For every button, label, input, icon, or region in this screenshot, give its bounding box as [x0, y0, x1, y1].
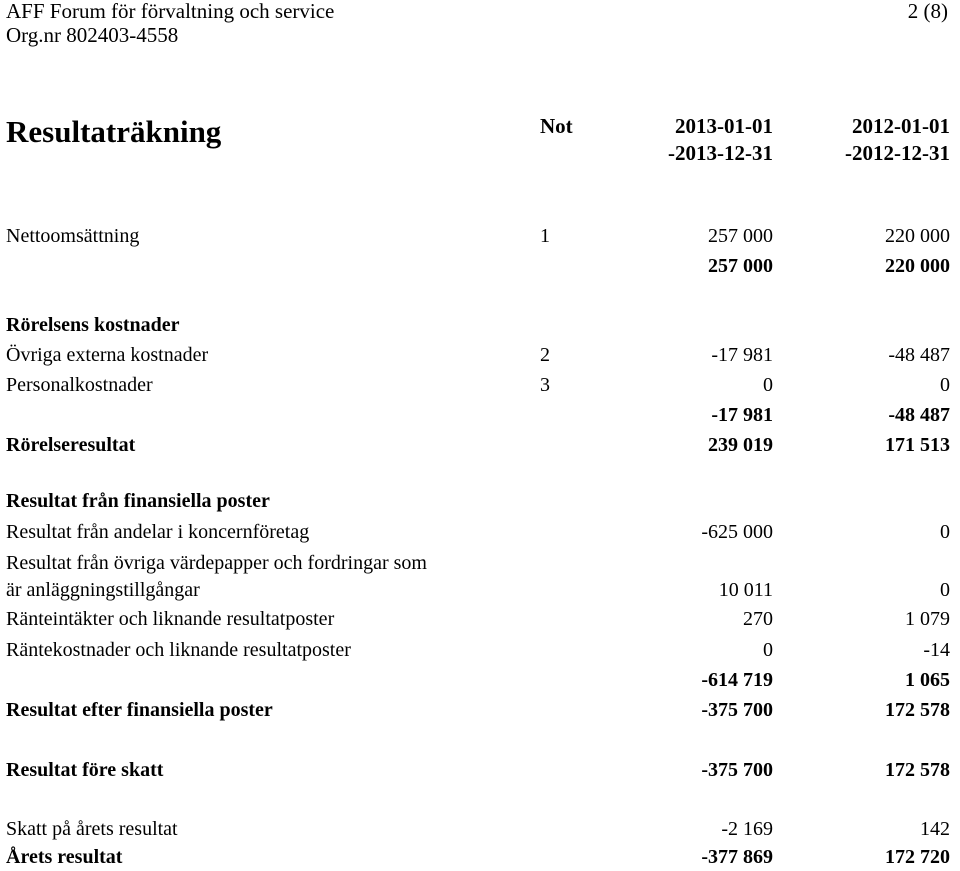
- table-row: [0, 756, 960, 784]
- page-number: 2 (8): [907, 0, 948, 23]
- table-row: [0, 252, 960, 280]
- row-label: Övriga externa kostnader: [6, 344, 209, 366]
- table-row: [0, 311, 960, 339]
- row-value-2013: -375 700: [701, 759, 773, 781]
- row-note: 1: [540, 225, 550, 247]
- row-value-2013: 257 000: [708, 225, 773, 247]
- row-value-2012: 220 000: [885, 225, 950, 247]
- column-header-not: Not: [540, 114, 573, 138]
- column-header-2012-start: 2012-01-01: [852, 114, 950, 138]
- column-header-2012-end: -2012-12-31: [845, 141, 950, 165]
- row-value-2013: 257 000: [708, 255, 773, 277]
- row-value-2013: 239 019: [708, 434, 773, 456]
- row-value-2013: -377 869: [701, 846, 773, 868]
- row-value-2012: -48 487: [888, 404, 950, 426]
- row-value-2012: 1 065: [905, 669, 950, 691]
- row-value-2012: 172 720: [885, 846, 950, 868]
- row-label: Rörelseresultat: [6, 434, 136, 456]
- row-value-2012: 142: [920, 818, 950, 840]
- row-value-2012: 172 578: [885, 759, 950, 781]
- row-note: 2: [540, 344, 550, 366]
- row-label: Resultat före skatt: [6, 759, 164, 781]
- row-value-2013: -614 719: [701, 669, 773, 691]
- table-row: [0, 666, 960, 694]
- page-title: Resultaträkning: [6, 114, 222, 149]
- row-label: Årets resultat: [6, 846, 123, 868]
- row-value-2013: -625 000: [701, 521, 773, 543]
- row-label: Räntekostnader och liknande resultatposter: [6, 639, 351, 661]
- row-label: Personalkostnader: [6, 374, 153, 396]
- row-value-2013: 0: [763, 639, 773, 661]
- org-number: Org.nr 802403-4558: [6, 23, 179, 47]
- row-label: Skatt på årets resultat: [6, 818, 178, 840]
- row-value-2013: 270: [743, 608, 773, 630]
- table-row: [0, 401, 960, 429]
- row-label: Ränteintäkter och liknande resultatposter: [6, 608, 335, 630]
- row-label: Resultat från finansiella poster: [6, 490, 270, 512]
- row-value-2012: -48 487: [888, 344, 950, 366]
- row-value-2013: -375 700: [701, 699, 773, 721]
- table-row: [0, 341, 960, 369]
- table-row: [0, 549, 960, 577]
- row-value-2013: -17 981: [711, 344, 773, 366]
- table-row: [0, 815, 960, 843]
- table-row: [0, 843, 960, 871]
- row-value-2012: 0: [940, 374, 950, 396]
- column-header-2013-start: 2013-01-01: [675, 114, 773, 138]
- row-value-2012: 0: [940, 521, 950, 543]
- row-label: Resultat från övriga värdepapper och fordringar som: [6, 552, 427, 574]
- row-label: Resultat efter finansiella poster: [6, 699, 273, 721]
- table-row: [0, 605, 960, 633]
- row-value-2012: 0: [940, 579, 950, 601]
- column-header-2013-end: -2013-12-31: [668, 141, 773, 165]
- org-name: AFF Forum för förvaltning och service: [6, 0, 335, 23]
- row-note: 3: [540, 374, 550, 396]
- row-value-2012: -14: [923, 639, 950, 661]
- row-value-2013: 0: [763, 374, 773, 396]
- row-value-2012: 220 000: [885, 255, 950, 277]
- row-value-2013: -2 169: [721, 818, 773, 840]
- table-row: [0, 222, 960, 250]
- row-label: Rörelsens kostnader: [6, 314, 180, 336]
- row-label: är anläggningstillgångar: [6, 579, 200, 601]
- table-row: [0, 431, 960, 459]
- table-row: [0, 371, 960, 399]
- table-row: [0, 487, 960, 515]
- row-value-2013: -17 981: [711, 404, 773, 426]
- row-label: Resultat från andelar i koncernföretag: [6, 521, 310, 543]
- table-row: [0, 636, 960, 664]
- row-value-2012: 171 513: [885, 434, 950, 456]
- row-value-2012: 1 079: [905, 608, 950, 630]
- table-row: [0, 696, 960, 724]
- table-row: [0, 576, 960, 604]
- row-value-2013: 10 011: [718, 579, 773, 601]
- row-label: Nettoomsättning: [6, 225, 140, 247]
- table-row: [0, 518, 960, 546]
- row-value-2012: 172 578: [885, 699, 950, 721]
